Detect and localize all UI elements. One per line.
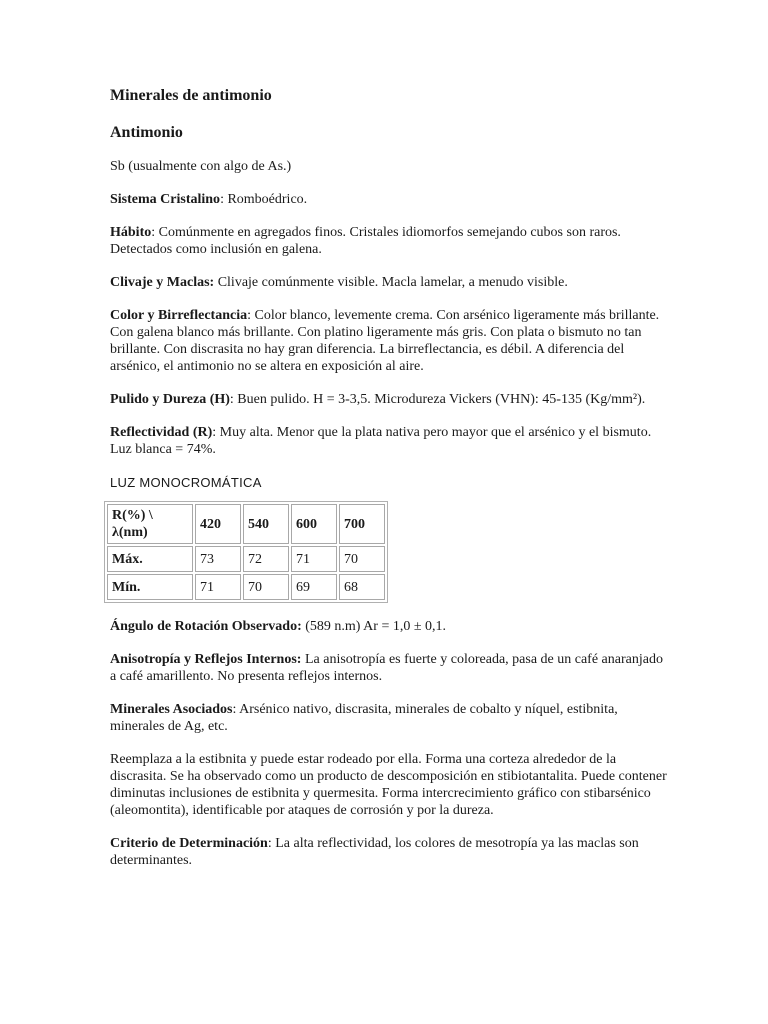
angulo-paragraph [110,618,670,635]
table-header-cell: 420 [195,504,241,544]
angulo-text: (589 n.m) Ar = 1,0 ± 0,1. [301,619,447,634]
color-text: : Color blanco, levemente crema. Con arsénico ligeramente más brillante. Con galena blanco más brillante. Con platino ligeramente más gris. Con plata o bismuto no tan brillante. Con discrasita no hay gran diferencia. La birreflectancia, es débil. A diferencia del arsénico, el antimonio no se altera en exposición al aire. [110,308,660,374]
asociados-paragraph [110,701,670,735]
table-row [107,546,385,572]
table-header-cell: 700 [339,504,385,544]
table-row-label: Mín. [107,574,193,600]
table-row [107,574,385,600]
table-header-cell: 600 [291,504,337,544]
table-row-label: Máx. [107,546,193,572]
clivaje-label: Clivaje y Maclas: [110,275,215,290]
reemplaza-paragraph: Reemplaza a la estibnita y puede estar rodeado por ella. Forma una corteza alrededor de la discrasita. Se ha observado como un producto de descomposición en stibiotantalita. Puede contener diminutas inclusiones de estibnita y quermesita. Forma intercrecimiento gráfico con stibarsénico (aleomontita), identificable por ataques de corrosión y por la dureza. [110,752,667,818]
table-cell: 68 [339,574,385,600]
mineral-heading: Antimonio [110,124,183,141]
table-cell: 71 [291,546,337,572]
clivaje-paragraph [110,274,670,291]
table-cell: 70 [339,546,385,572]
reflectividad-label: Reflectividad (R) [110,425,213,440]
table-cell: 69 [291,574,337,600]
table-cell: 71 [195,574,241,600]
habito-paragraph [110,224,670,258]
document-body [110,86,670,885]
formula-paragraph: Sb (usualmente con algo de As.) [110,159,292,174]
anisotropia-label: Anisotropía y Reflejos Internos: [110,652,302,667]
color-label: Color y Birreflectancia [110,308,248,323]
habito-text: : Comúnmente en agregados finos. Cristales idiomorfos semejando cubos son raros. Detectados como inclusión en galena. [110,225,621,257]
reflectividad-paragraph [110,424,670,458]
sistema-paragraph [110,191,670,208]
angulo-label: Ángulo de Rotación Observado: [110,619,302,634]
document-title: Minerales de antimonio [110,87,272,104]
sistema-label: Sistema Cristalino [110,192,221,207]
table-cell: 73 [195,546,241,572]
table-header-cell: 540 [243,504,289,544]
table-cell: 72 [243,546,289,572]
pulido-label: Pulido y Dureza (H) [110,392,230,407]
criterio-paragraph [110,835,670,869]
table-header-row [107,504,385,544]
luz-monocromatica-heading: LUZ MONOCROMÁTICA [110,475,262,490]
table-header-cell: R(%) \ λ(nm) [107,504,193,544]
pulido-text: : Buen pulido. H = 3-3,5. Microdureza Vickers (VHN): 45-135 (Kg/mm²). [229,392,646,407]
anisotropia-paragraph [110,651,670,685]
asociados-label: Minerales Asociados [110,702,233,717]
pulido-paragraph [110,391,670,408]
reflectividad-text: : Muy alta. Menor que la plata nativa pero mayor que el arsénico y el bismuto. Luz blanca = 74%. [110,425,652,457]
asociados-text: : Arsénico nativo, discrasita, minerales de cobalto y níquel, estibnita, minerales de Ag, etc. [110,702,618,734]
reflectance-table [104,501,388,603]
color-paragraph [110,307,670,375]
habito-label: Hábito [110,225,152,240]
clivaje-text: Clivaje comúnmente visible. Macla lamelar, a menudo visible. [214,275,568,290]
table-cell: 70 [243,574,289,600]
anisotropia-text: La anisotropía es fuerte y coloreada, pasa de un café anaranjado a café amarillento. No presenta reflejos internos. [110,652,663,684]
sistema-text: : Romboédrico. [220,192,308,207]
criterio-label: Criterio de Determinación [110,836,268,851]
criterio-text: : La alta reflectividad, los colores de mesotropía ya las maclas son determinantes. [110,836,639,868]
